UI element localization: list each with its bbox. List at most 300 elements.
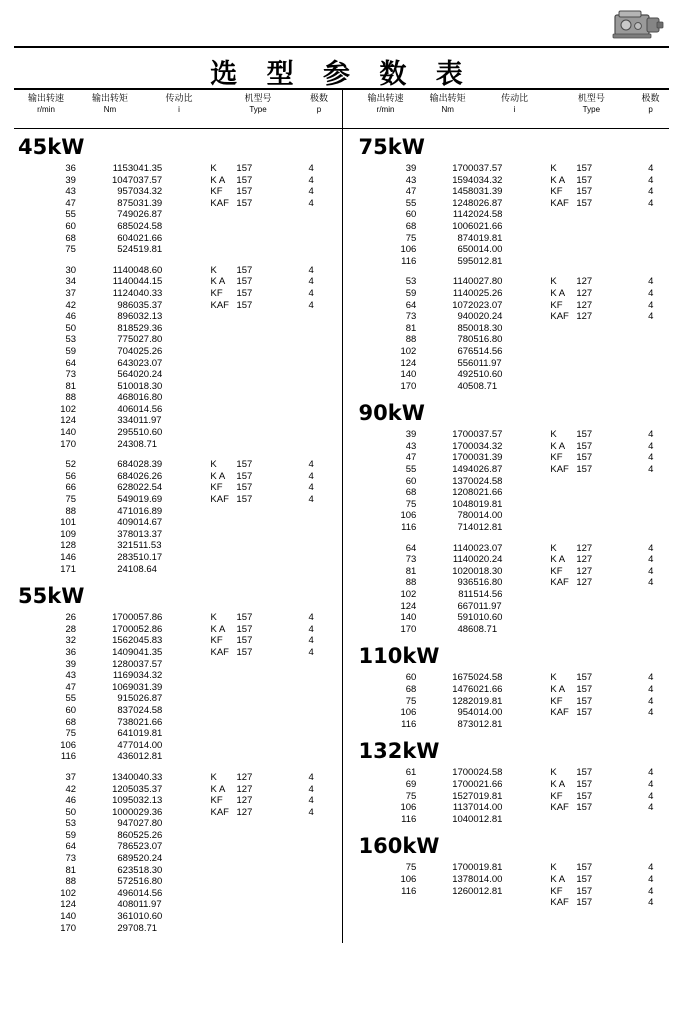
cell-output-torque: 10950 <box>112 795 139 807</box>
table-header <box>14 90 669 128</box>
cell-ratio: 13.37 <box>138 528 163 540</box>
cell-pole: 4 <box>308 646 314 658</box>
cell-ratio: 14.56 <box>138 887 163 899</box>
table-row <box>14 647 330 659</box>
cell-output-speed: 106 <box>400 510 417 522</box>
cell-output-speed: 109 <box>60 528 77 540</box>
cell-ratio: 8.71 <box>138 922 158 934</box>
cell-output-torque: 15620 <box>112 635 139 647</box>
cell-output-torque: 16750 <box>452 672 479 684</box>
cell-output-speed: 106 <box>400 873 417 885</box>
cell-output-speed: 140 <box>60 911 77 923</box>
table-row <box>355 791 670 803</box>
cell-type <box>550 487 632 499</box>
header-left <box>14 90 342 128</box>
cell-output-torque: 8740 <box>457 232 479 244</box>
cell-type <box>210 392 292 404</box>
cell-output-torque: 4925 <box>457 369 479 381</box>
cell-pole: 4 <box>308 612 314 624</box>
cell-output-torque: 17000 <box>112 623 139 635</box>
cell-output-speed: 55 <box>405 464 417 476</box>
cell-pole <box>632 221 669 233</box>
table-row <box>355 814 670 826</box>
cell-output-speed: 60 <box>405 672 417 684</box>
header-pole: 极数 p <box>309 93 328 114</box>
spec-table <box>14 772 330 934</box>
cell-output-torque: 17000 <box>452 452 479 464</box>
cell-pole <box>293 552 330 564</box>
cell-type: K 157 <box>550 163 593 174</box>
page-title: 选 型 参 数 表 <box>210 59 473 90</box>
table-row <box>355 554 670 566</box>
cell-type <box>550 589 632 601</box>
cell-ratio: 24.58 <box>478 209 503 221</box>
table-row <box>355 276 670 288</box>
cell-output-torque: 6670 <box>457 600 479 612</box>
cell-pole: 4 <box>648 577 654 589</box>
cell-ratio: 14.56 <box>478 345 503 357</box>
cell-output-torque: 11400 <box>452 542 479 554</box>
table-row <box>14 818 330 830</box>
table-row <box>355 874 670 886</box>
cell-pole <box>632 719 669 731</box>
cell-ratio: 21.66 <box>478 487 503 499</box>
cell-output-speed: 69 <box>405 778 417 790</box>
cell-output-torque: 10690 <box>112 681 139 693</box>
cell-ratio: 11.97 <box>478 357 502 369</box>
cell-pole <box>293 381 330 393</box>
table-row <box>14 506 330 518</box>
cell-ratio: 19.81 <box>478 498 503 510</box>
cell-type: KF 127 <box>550 565 593 577</box>
cell-pole <box>293 369 330 381</box>
cell-pole <box>293 233 330 245</box>
cell-ratio: 19.69 <box>138 494 163 506</box>
cell-type <box>211 853 293 865</box>
cell-type: K A 127 <box>210 783 253 795</box>
cell-ratio: 14.00 <box>138 739 163 751</box>
cell-pole <box>293 334 330 346</box>
cell-pole: 4 <box>308 482 314 494</box>
cell-ratio: 18.30 <box>138 864 163 876</box>
cell-pole <box>632 323 669 335</box>
cell-output-speed: 53 <box>65 818 77 830</box>
cell-output-speed: 60 <box>405 475 417 487</box>
cell-pole <box>293 911 330 923</box>
cell-pole <box>293 506 330 518</box>
cell-output-torque: 17000 <box>112 612 139 624</box>
cell-ratio: 45.83 <box>138 635 163 647</box>
cell-pole <box>632 346 669 358</box>
cell-output-torque: 11370 <box>452 802 479 814</box>
cell-ratio: 26.26 <box>138 470 163 482</box>
cell-type <box>211 659 293 671</box>
cell-output-speed: 52 <box>65 459 77 471</box>
cell-output-speed: 116 <box>401 255 417 267</box>
cell-pole <box>293 841 330 853</box>
cell-output-speed: 56 <box>65 470 77 482</box>
cell-output-torque: 17000 <box>452 429 479 441</box>
cell-output-speed: 39 <box>405 429 417 441</box>
cell-output-torque: 5490 <box>117 494 139 506</box>
cell-ratio: 48.60 <box>138 264 163 276</box>
table-row <box>14 841 330 853</box>
cell-type <box>550 244 632 256</box>
cell-output-speed: 37 <box>65 771 77 783</box>
cell-pole <box>632 612 669 624</box>
cell-pole <box>293 392 330 404</box>
cell-output-torque: 11240 <box>112 287 139 299</box>
cell-ratio: 41.35 <box>138 646 163 658</box>
cell-ratio: 34.32 <box>138 670 163 682</box>
cell-output-torque: 5640 <box>117 369 139 381</box>
cell-output-torque: 9860 <box>117 299 139 311</box>
cell-type <box>550 814 632 826</box>
cell-ratio: 10.60 <box>478 612 503 624</box>
cell-output-speed: 43 <box>405 174 417 186</box>
cell-ratio: 19.81 <box>138 244 163 256</box>
cell-pole: 4 <box>648 873 654 885</box>
cell-ratio: 11.97 <box>138 899 162 911</box>
cell-output-speed: 75 <box>405 790 417 802</box>
table-row <box>14 244 330 256</box>
cell-type: K 157 <box>210 163 253 174</box>
cell-output-torque: 7040 <box>117 345 139 357</box>
cell-output-speed: 75 <box>65 494 77 506</box>
cell-output-speed: 61 <box>405 767 417 779</box>
cell-output-speed: 47 <box>65 681 77 693</box>
table-row <box>14 381 330 393</box>
cell-type: KAF 157 <box>550 897 593 909</box>
cell-type <box>210 346 292 358</box>
cell-pole: 4 <box>648 897 654 909</box>
cell-output-torque: 6500 <box>457 244 479 256</box>
cell-output-torque: 2835 <box>117 552 139 563</box>
cell-output-speed: 64 <box>65 357 77 369</box>
table-row <box>14 552 330 564</box>
cell-ratio: 18.30 <box>478 565 503 577</box>
cell-pole: 4 <box>308 174 314 186</box>
cell-ratio: 23.07 <box>138 357 163 369</box>
cell-output-speed: 43 <box>65 670 77 682</box>
table-row <box>355 198 670 210</box>
cell-pole: 4 <box>308 806 314 818</box>
cell-ratio: 8.71 <box>138 438 158 450</box>
cell-output-speed: 32 <box>65 635 77 647</box>
cell-ratio: 26.87 <box>478 464 503 476</box>
cell-output-speed: 55 <box>65 693 77 705</box>
cell-pole <box>293 427 330 439</box>
table-body <box>14 129 669 943</box>
cell-output-speed: 55 <box>405 197 417 209</box>
cell-ratio: 19.81 <box>138 728 163 740</box>
cell-ratio: 14.00 <box>478 873 503 885</box>
power-heading: 45kW <box>18 135 85 159</box>
header-speed: 输出转速 r/min <box>367 93 404 114</box>
table-row <box>14 288 330 300</box>
cell-pole <box>293 358 330 370</box>
table-row <box>355 612 670 624</box>
cell-output-speed: 53 <box>65 334 77 346</box>
cell-output-speed: 43 <box>405 440 417 452</box>
table-row <box>14 865 330 877</box>
cell-ratio: 24.58 <box>478 672 503 684</box>
cell-type: K 157 <box>210 264 253 276</box>
table-row <box>14 233 330 245</box>
cell-output-speed: 68 <box>405 683 417 695</box>
cell-output-torque: 7865 <box>117 841 139 853</box>
cell-output-speed: 116 <box>401 813 417 825</box>
cell-ratio: 25.26 <box>138 345 163 357</box>
cell-type <box>211 818 293 830</box>
cell-output-torque: 10000 <box>112 806 139 818</box>
cell-type <box>211 923 293 935</box>
table-row <box>14 705 330 717</box>
cell-ratio: 14.67 <box>138 517 163 529</box>
cell-pole: 4 <box>308 197 314 209</box>
table-row <box>14 529 330 541</box>
table-row <box>14 369 330 381</box>
table-row <box>355 311 670 323</box>
cell-output-torque: 5560 <box>457 357 479 369</box>
cell-ratio: 12.81 <box>138 751 163 763</box>
table-row <box>14 358 330 370</box>
cell-ratio: 10.60 <box>138 427 163 439</box>
table-row <box>355 244 670 256</box>
cell-pole: 4 <box>648 276 654 288</box>
cell-output-speed: 36 <box>65 163 76 174</box>
cell-pole <box>293 876 330 888</box>
cell-pole <box>293 923 330 935</box>
cell-output-torque: 6850 <box>117 220 139 232</box>
cell-ratio: 29.36 <box>138 806 163 818</box>
cell-output-speed: 30 <box>65 264 77 276</box>
cell-ratio: 10.60 <box>138 911 163 923</box>
cell-pole: 4 <box>648 163 654 174</box>
cell-output-speed: 146 <box>60 552 77 563</box>
cell-output-speed: 81 <box>405 322 417 334</box>
cell-type <box>211 830 293 842</box>
power-heading: 110kW <box>358 644 440 669</box>
cell-output-speed: 124 <box>400 600 417 612</box>
spec-table <box>14 612 330 763</box>
cell-pole: 4 <box>648 790 654 802</box>
cell-pole <box>293 865 330 877</box>
cell-output-torque: 3215 <box>117 540 139 552</box>
cell-pole <box>632 589 669 601</box>
table-row <box>14 624 330 636</box>
table-row <box>14 659 330 671</box>
cell-ratio: 26.87 <box>138 693 163 705</box>
table-row <box>14 482 330 494</box>
cell-type <box>211 693 293 705</box>
cell-ratio: 37.57 <box>138 658 163 670</box>
cell-type: K A 157 <box>210 276 253 288</box>
cell-output-torque: 4090 <box>117 517 139 529</box>
cell-type <box>550 499 632 511</box>
cell-output-torque: 15270 <box>452 790 479 802</box>
cell-type: KAF 157 <box>210 197 253 209</box>
cell-type: K A 157 <box>210 174 253 186</box>
cell-type <box>211 911 293 923</box>
cell-output-speed: 124 <box>400 357 417 369</box>
cell-output-torque: 6430 <box>117 357 139 369</box>
cell-ratio: 24.58 <box>478 475 503 487</box>
cell-type <box>211 841 293 853</box>
cell-pole: 4 <box>648 464 654 476</box>
cell-type <box>210 221 292 233</box>
cell-output-speed: 55 <box>65 209 76 221</box>
cell-output-torque: 8730 <box>457 718 479 730</box>
cell-ratio: 14.56 <box>478 589 503 600</box>
cell-ratio: 21.66 <box>478 778 503 790</box>
table-row <box>355 862 670 874</box>
cell-pole: 4 <box>648 885 654 897</box>
cell-output-speed: 39 <box>405 163 417 174</box>
cell-type: K A 157 <box>550 778 593 790</box>
table-row <box>14 751 330 763</box>
cell-output-speed: 60 <box>65 704 77 716</box>
table-row <box>14 911 330 923</box>
cell-pole <box>293 728 330 740</box>
title-band <box>14 48 669 88</box>
cell-pole <box>632 522 669 534</box>
cell-ratio: 23.07 <box>138 841 163 853</box>
table-row <box>355 452 670 464</box>
cell-pole <box>632 233 669 245</box>
cell-type: KF 157 <box>210 186 253 198</box>
cell-output-torque: 7750 <box>117 334 139 346</box>
cell-pole <box>632 334 669 346</box>
cell-ratio: 19.81 <box>478 695 503 707</box>
table-row <box>14 517 330 529</box>
table-row <box>14 888 330 900</box>
cell-output-torque: 14090 <box>112 646 139 658</box>
cell-output-speed: 106 <box>400 244 417 256</box>
table-row <box>14 346 330 358</box>
cell-output-speed: 102 <box>60 403 77 415</box>
power-heading: 55kW <box>18 584 85 609</box>
cell-output-torque: 10200 <box>452 565 479 577</box>
cell-output-torque: 15940 <box>452 174 479 186</box>
cell-output-torque: 7800 <box>457 510 479 522</box>
cell-ratio: 20.24 <box>478 554 503 566</box>
cell-output-speed: 39 <box>65 658 77 670</box>
cell-pole: 4 <box>308 186 314 198</box>
cell-type <box>210 233 292 245</box>
spec-table <box>355 672 670 730</box>
cell-output-torque: 6895 <box>117 853 139 865</box>
cell-type: KAF 157 <box>550 197 593 209</box>
table-row <box>14 682 330 694</box>
cell-ratio: 18.30 <box>478 322 503 334</box>
cell-ratio: 21.66 <box>478 683 503 695</box>
cell-ratio: 12.81 <box>478 522 503 534</box>
cell-output-speed: 73 <box>65 369 77 381</box>
cell-type: KAF 127 <box>210 806 253 818</box>
table-row <box>355 802 670 814</box>
cell-pole <box>293 705 330 717</box>
table-row <box>14 728 330 740</box>
cell-pole: 4 <box>308 299 314 311</box>
table-row <box>355 522 670 534</box>
cell-output-speed: 75 <box>405 498 417 510</box>
cell-output-speed: 47 <box>65 197 76 209</box>
cell-output-speed: 60 <box>405 209 417 221</box>
cell-output-torque: 6280 <box>117 482 139 494</box>
cell-pole: 4 <box>648 542 654 554</box>
table-row <box>14 175 330 187</box>
header-pole: 极数 p <box>641 93 660 114</box>
cell-ratio: 57.86 <box>138 612 163 624</box>
cell-output-torque: 14940 <box>452 464 479 476</box>
cell-type: K A 157 <box>550 873 593 885</box>
table-row <box>14 471 330 483</box>
cell-type <box>550 624 632 636</box>
cell-pole: 4 <box>308 635 314 647</box>
cell-ratio: 34.32 <box>138 186 163 198</box>
cell-output-speed: 140 <box>60 427 77 439</box>
cell-pole <box>293 670 330 682</box>
table-row <box>14 740 330 752</box>
cell-pole <box>632 499 669 511</box>
cell-output-speed: 64 <box>405 299 417 311</box>
cell-type <box>211 740 293 752</box>
cell-ratio: 8.71 <box>478 380 498 392</box>
cell-pole: 4 <box>308 276 314 288</box>
table-row <box>14 334 330 346</box>
cell-pole <box>293 899 330 911</box>
table-row <box>355 209 670 221</box>
cell-type <box>210 244 292 256</box>
cell-type: K 157 <box>550 429 593 441</box>
spec-table <box>355 276 670 392</box>
cell-output-speed: 88 <box>405 334 417 346</box>
power-heading: 160kW <box>358 834 440 859</box>
cell-pole: 4 <box>308 795 314 807</box>
cell-type: KAF 157 <box>210 494 253 506</box>
cell-pole: 4 <box>648 802 654 814</box>
cell-pole <box>293 818 330 830</box>
cell-output-torque: 17000 <box>452 440 479 452</box>
cell-type: K 127 <box>550 276 593 288</box>
table-row <box>14 427 330 439</box>
cell-pole: 4 <box>308 264 314 276</box>
cell-pole: 4 <box>308 623 314 635</box>
cell-ratio: 24.58 <box>478 767 503 779</box>
cell-pole: 4 <box>648 672 654 684</box>
cell-type: K 157 <box>550 672 593 684</box>
cell-type: K A 127 <box>550 287 593 299</box>
cell-output-torque: 11400 <box>452 554 479 566</box>
cell-pole: 4 <box>648 311 654 323</box>
cell-output-speed: 34 <box>65 276 77 288</box>
cell-output-torque: 13780 <box>452 873 479 885</box>
cell-type: K A 157 <box>210 470 253 482</box>
table-row <box>355 696 670 708</box>
cell-pole <box>293 740 330 752</box>
cell-pole: 4 <box>308 163 314 174</box>
cell-pole <box>293 346 330 358</box>
cell-ratio: 31.39 <box>138 681 163 693</box>
cell-type <box>210 358 292 370</box>
cell-type <box>210 334 292 346</box>
cell-ratio: 44.15 <box>138 276 163 288</box>
cell-output-speed: 75 <box>405 862 417 874</box>
cell-output-speed: 88 <box>65 505 77 517</box>
table-row <box>14 392 330 404</box>
header-ratio: 传动比 i <box>501 93 529 114</box>
